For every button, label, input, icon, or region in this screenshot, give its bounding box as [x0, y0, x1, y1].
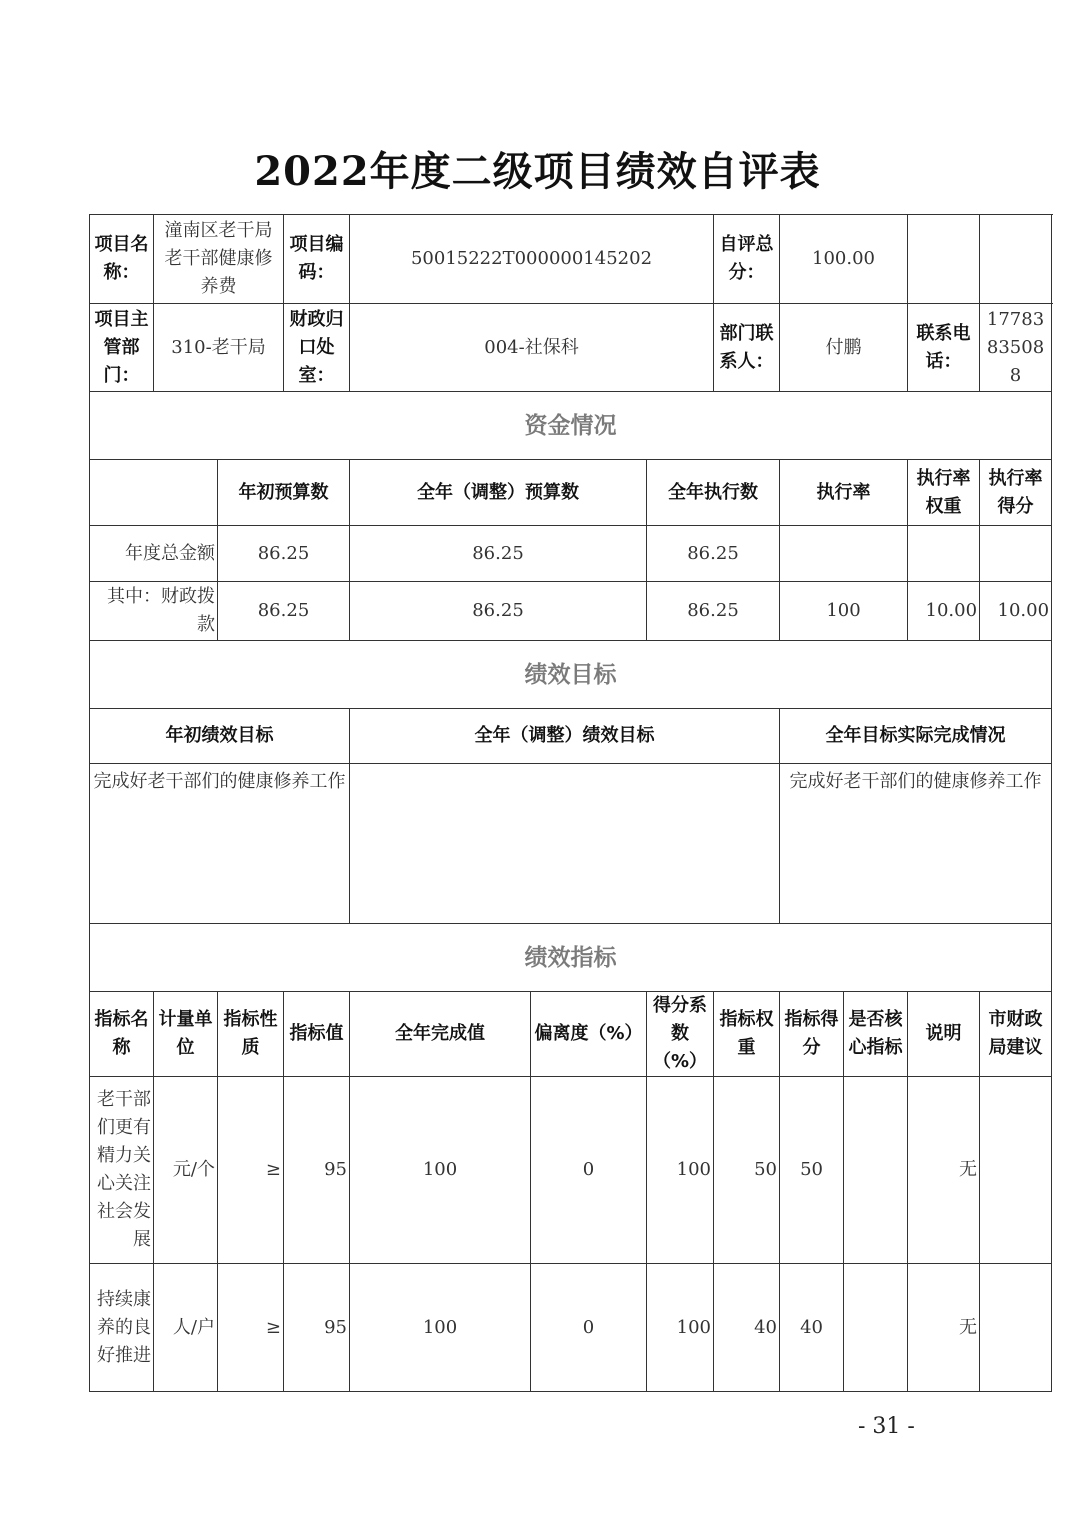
ind-name: 持续康养的良好推进 — [90, 1264, 154, 1392]
finance-office: 004-社保科 — [350, 304, 714, 392]
goals-section-title: 绩效目标 — [90, 641, 1052, 709]
funds-row-total — [90, 526, 1052, 582]
indicator-row — [90, 1264, 1052, 1392]
funds-initial: 86.25 — [218, 582, 350, 641]
evaluation-table — [89, 214, 1052, 1392]
funds-executed: 86.25 — [647, 582, 780, 641]
funds-row-label: 其中：财政拨款 — [90, 582, 218, 641]
project-code: 50015222T000000145202 — [350, 215, 714, 304]
ind-weight: 50 — [714, 1077, 780, 1264]
ind-header-advice: 市财政局建议 — [980, 992, 1052, 1077]
funds-adjusted: 86.25 — [350, 526, 647, 582]
funds-header-score: 执行率得分 — [980, 460, 1052, 526]
goals-section-row — [90, 641, 1052, 709]
ind-nature: ≥ — [218, 1077, 284, 1264]
self-score: 100.00 — [780, 215, 908, 304]
ind-value: 95 — [284, 1077, 350, 1264]
funds-score — [980, 526, 1052, 582]
ind-core — [844, 1077, 908, 1264]
goal-adjusted — [350, 764, 780, 924]
header-row-2 — [90, 304, 1052, 392]
ind-advice — [980, 1077, 1052, 1264]
goals-header-actual: 全年目标实际完成情况 — [780, 709, 1052, 764]
indicators-header-row — [90, 992, 1052, 1077]
goals-header-row — [90, 709, 1052, 764]
funds-header-initial: 年初预算数 — [218, 460, 350, 526]
ind-nature: ≥ — [218, 1264, 284, 1392]
ind-deviation: 0 — [531, 1264, 647, 1392]
finance-office-label: 财政归口处室： — [284, 304, 350, 392]
funds-section-row — [90, 392, 1052, 460]
ind-coef: 100 — [647, 1264, 714, 1392]
header-row-1 — [90, 215, 1052, 304]
goal-actual: 完成好老干部们的健康修养工作 — [780, 764, 1052, 924]
ind-header-nature: 指标性质 — [218, 992, 284, 1077]
ind-completed: 100 — [350, 1077, 531, 1264]
funds-score: 10.00 — [980, 582, 1052, 641]
ind-header-completed: 全年完成值 — [350, 992, 531, 1077]
ind-header-note: 说明 — [908, 992, 980, 1077]
ind-header-unit: 计量单位 — [154, 992, 218, 1077]
funds-section-title: 资金情况 — [90, 392, 1052, 460]
page-title: 2022年度二级项目绩效自评表 — [254, 148, 821, 195]
project-name: 潼南区老干局老干部健康修养费 — [154, 215, 284, 304]
funds-header-row — [90, 460, 1052, 526]
self-score-label: 自评总分： — [714, 215, 780, 304]
ind-advice — [980, 1264, 1052, 1392]
goal-initial: 完成好老干部们的健康修养工作 — [90, 764, 350, 924]
ind-unit: 人/户 — [154, 1264, 218, 1392]
ind-coef: 100 — [647, 1077, 714, 1264]
ind-core — [844, 1264, 908, 1392]
goals-header-adjusted: 全年（调整）绩效目标 — [350, 709, 780, 764]
contact: 付鹏 — [780, 304, 908, 392]
ind-weight: 40 — [714, 1264, 780, 1392]
funds-rate — [780, 526, 908, 582]
contact-label: 部门联系人： — [714, 304, 780, 392]
indicator-row — [90, 1077, 1052, 1264]
indicators-section-title: 绩效指标 — [90, 924, 1052, 992]
ind-deviation: 0 — [531, 1077, 647, 1264]
ind-note: 无 — [908, 1077, 980, 1264]
funds-header-adjusted: 全年（调整）预算数 — [350, 460, 647, 526]
funds-executed: 86.25 — [647, 526, 780, 582]
funds-row-fiscal — [90, 582, 1052, 641]
page-number: - 31 - — [858, 1414, 915, 1439]
empty-cell — [980, 215, 1052, 304]
ind-header-weight: 指标权重 — [714, 992, 780, 1077]
empty-cell — [908, 215, 980, 304]
funds-row-label: 年度总金额 — [90, 526, 218, 582]
ind-completed: 100 — [350, 1264, 531, 1392]
goals-content-row — [90, 764, 1052, 924]
ind-unit: 元/个 — [154, 1077, 218, 1264]
phone-label: 联系电话： — [908, 304, 980, 392]
project-name-label: 项目名称： — [90, 215, 154, 304]
ind-header-value: 指标值 — [284, 992, 350, 1077]
ind-header-coef: 得分系数（%） — [647, 992, 714, 1077]
goals-header-initial: 年初绩效目标 — [90, 709, 350, 764]
funds-weight — [908, 526, 980, 582]
ind-header-name: 指标名称 — [90, 992, 154, 1077]
ind-name: 老干部们更有精力关心关注社会发展 — [90, 1077, 154, 1264]
ind-header-core: 是否核心指标 — [844, 992, 908, 1077]
funds-header-weight: 执行率权重 — [908, 460, 980, 526]
ind-value: 95 — [284, 1264, 350, 1392]
ind-score: 50 — [780, 1077, 844, 1264]
funds-initial: 86.25 — [218, 526, 350, 582]
empty-cell — [90, 460, 218, 526]
phone: 17783835088 — [980, 304, 1052, 392]
funds-header-rate: 执行率 — [780, 460, 908, 526]
funds-weight: 10.00 — [908, 582, 980, 641]
ind-score: 40 — [780, 1264, 844, 1392]
dept: 310-老干局 — [154, 304, 284, 392]
ind-note: 无 — [908, 1264, 980, 1392]
ind-header-deviation: 偏离度（%） — [531, 992, 647, 1077]
dept-label: 项目主管部门： — [90, 304, 154, 392]
indicators-section-row — [90, 924, 1052, 992]
project-code-label: 项目编码： — [284, 215, 350, 304]
funds-header-executed: 全年执行数 — [647, 460, 780, 526]
ind-header-score: 指标得分 — [780, 992, 844, 1077]
funds-adjusted: 86.25 — [350, 582, 647, 641]
funds-rate: 100 — [780, 582, 908, 641]
